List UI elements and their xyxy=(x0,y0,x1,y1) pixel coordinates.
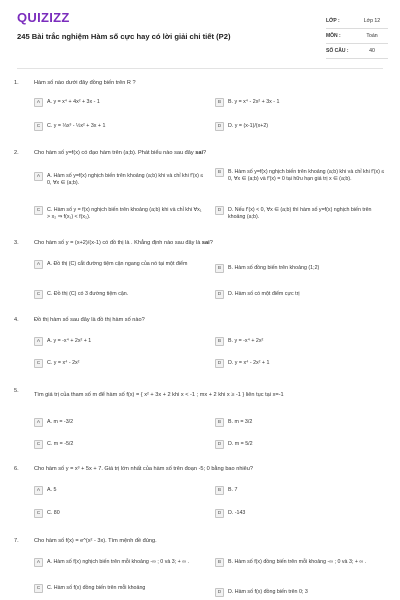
option-letter-box[interactable]: D xyxy=(215,440,224,449)
option-d[interactable] xyxy=(215,206,387,220)
meta-count-row xyxy=(326,44,388,59)
question-number: 5. xyxy=(14,388,19,394)
worksheet-title: 245 Bài trắc nghiệm Hàm số cực hay có lời giải chi tiết (P2) xyxy=(17,32,231,41)
option-a[interactable] xyxy=(34,172,206,186)
meta-subject-row xyxy=(326,29,388,44)
question-text-emphasis: sai xyxy=(201,240,210,246)
option-c[interactable] xyxy=(34,584,206,593)
question-text-emphasis: sai xyxy=(195,150,204,156)
option-d[interactable] xyxy=(215,509,387,518)
option-text: D. Nếu f'(x) < 0, ∀x ∈ (a;b) thì hàm số y=f(x) nghịch biến trên khoảng (a;b). xyxy=(228,207,372,220)
option-d[interactable] xyxy=(215,359,387,368)
option-text: A. y = -x⁴ + 2x² + 1 xyxy=(47,338,92,344)
option-text: D. y = (x-1)/(x+2) xyxy=(228,123,269,129)
option-c[interactable] xyxy=(34,359,206,368)
option-text: B. y = -x⁴ + 2x² xyxy=(228,338,264,344)
option-b[interactable] xyxy=(215,337,387,346)
option-letter-box[interactable]: C xyxy=(34,290,43,299)
option-text: C. y = ⅓x³ - ½x² + 3x + 1 xyxy=(47,123,106,129)
meta-subject-label: MÔN : xyxy=(326,32,341,39)
option-text: B. Hàm số f(x) đồng biến trên mỗi khoảng -∞ ; 0 và 3; + ∞ . xyxy=(228,559,367,565)
option-a[interactable] xyxy=(34,418,206,427)
option-letter-box[interactable]: C xyxy=(34,509,43,518)
option-b[interactable] xyxy=(215,558,387,567)
question-text: Cho hàm số f(x) = e^(x² - 3x). Tìm mệnh đề đúng. xyxy=(34,538,157,544)
quizizz-logo: QUIZIZZ xyxy=(17,10,70,25)
option-c[interactable] xyxy=(34,290,206,299)
option-text: A. 5 xyxy=(47,487,57,493)
option-text: B. y = x⁴ - 2x² + 3x - 1 xyxy=(228,99,280,105)
question-text: Cho hàm số y = x³ + 5x + 7. Giá trị lớn nhất của hàm số trên đoạn -5; 0 bằng bao nhiêu? xyxy=(34,466,254,472)
option-a[interactable] xyxy=(34,260,206,269)
option-text: C. m = -5/2 xyxy=(47,441,74,447)
option-letter-box[interactable]: A xyxy=(34,486,43,495)
option-text: A. Hàm số f(x) nghịch biến trên mỗi khoảng -∞ ; 0 và 3; + ∞ . xyxy=(47,559,189,565)
option-letter-box[interactable]: D xyxy=(215,122,224,131)
option-letter-box[interactable]: B xyxy=(215,418,224,427)
option-text: A. Đồ thị (C) cắt đường tiệm cận ngang của nó tại một điểm xyxy=(47,261,188,267)
option-letter-box[interactable]: A xyxy=(34,98,43,107)
option-b[interactable] xyxy=(215,486,387,495)
option-letter-box[interactable]: C xyxy=(34,206,43,215)
option-letter-box[interactable]: C xyxy=(34,440,43,449)
option-letter-box[interactable]: C xyxy=(34,359,43,368)
option-letter-box[interactable]: B xyxy=(215,168,224,177)
option-b[interactable] xyxy=(215,418,387,427)
option-letter-box[interactable]: D xyxy=(215,206,224,215)
option-text: A. y = x⁴ + 4x² + 3x - 1 xyxy=(47,99,100,105)
option-letter-box[interactable]: D xyxy=(215,359,224,368)
option-letter-box[interactable]: B xyxy=(215,558,224,567)
option-c[interactable] xyxy=(34,440,206,449)
meta-subject-value: Toán xyxy=(366,32,378,39)
option-letter-box[interactable]: A xyxy=(34,337,43,346)
question-text-pre: Cho hàm số y=f(x) có đạo hàm trên (a;b). Phát biểu nào sau đây xyxy=(34,150,196,156)
option-c[interactable] xyxy=(34,206,206,220)
question-number: 7. xyxy=(14,538,19,544)
option-letter-box[interactable]: B xyxy=(215,486,224,495)
option-letter-box[interactable]: A xyxy=(34,172,43,181)
option-text: D. m = 5/2 xyxy=(228,441,253,447)
option-letter-box[interactable]: A xyxy=(34,418,43,427)
option-c[interactable] xyxy=(34,122,206,131)
option-letter-box[interactable]: C xyxy=(34,584,43,593)
option-letter-box[interactable]: D xyxy=(215,588,224,597)
option-b[interactable] xyxy=(215,168,387,182)
question-number: 4. xyxy=(14,317,19,323)
option-a[interactable] xyxy=(34,98,206,107)
option-text: C. y = x⁴ - 2x² xyxy=(47,360,80,366)
question-number: 6. xyxy=(14,466,19,472)
option-d[interactable] xyxy=(215,440,387,449)
question-text xyxy=(34,240,384,247)
worksheet-header xyxy=(0,0,400,66)
option-c[interactable] xyxy=(34,509,206,518)
option-text: B. Hàm số đồng biến trên khoảng (1;2) xyxy=(228,265,320,271)
worksheet-meta xyxy=(326,14,388,59)
option-letter-box[interactable]: B xyxy=(215,264,224,273)
option-a[interactable] xyxy=(34,486,206,495)
option-text: B. 7 xyxy=(228,487,238,493)
option-b[interactable] xyxy=(215,98,387,107)
option-d[interactable] xyxy=(215,290,387,299)
question-text xyxy=(34,150,384,157)
option-letter-box[interactable]: D xyxy=(215,290,224,299)
meta-count-value: 40 xyxy=(369,47,375,54)
option-text: C. Hàm số f(x) đồng biến trên mỗi khoảng xyxy=(47,585,146,591)
header-divider xyxy=(17,68,383,69)
question-number: 2. xyxy=(14,150,19,156)
meta-class-value: Lớp 12 xyxy=(363,17,381,24)
question-number: 1. xyxy=(14,80,19,86)
option-b[interactable] xyxy=(215,264,387,273)
option-text: A. Hàm số y=f(x) nghịch biến trên khoảng (a;b) khi và chỉ khi f'(x) ≤ 0, ∀x ∈ (a;b). xyxy=(47,173,204,186)
option-text: C. 80 xyxy=(47,510,60,516)
option-a[interactable] xyxy=(34,337,206,346)
option-a[interactable] xyxy=(34,558,206,567)
option-letter-box[interactable]: D xyxy=(215,509,224,518)
option-letter-box[interactable]: A xyxy=(34,260,43,269)
question-text-post: ? xyxy=(203,150,207,156)
option-letter-box[interactable]: B xyxy=(215,98,224,107)
option-text: A. m = -3/2 xyxy=(47,419,74,425)
meta-class-row xyxy=(326,14,388,29)
option-text: B. m = 3/2 xyxy=(228,419,253,425)
question-text-post: ? xyxy=(209,240,213,246)
option-text: D. Hàm số f(x) đồng biến trên 0; 3 xyxy=(228,589,308,595)
question-text: Tìm giá trị của tham số m để hàm số f(x) = { x² + 3x + 2 khi x < -1 ; mx + 2 khi x ≥ -1 } liên tục tại x=-1 xyxy=(34,392,284,398)
option-text: D. Hàm số có một điểm cực trị xyxy=(228,291,300,297)
meta-count-label: SỐ CÂU : xyxy=(326,47,349,54)
meta-class-label: LỚP : xyxy=(326,17,340,24)
option-letter-box[interactable]: A xyxy=(34,558,43,567)
question-text-pre: Cho hàm số y = (x+2)/(x-1) có đồ thị là . Khẳng định nào sau đây là xyxy=(34,240,202,246)
question-text: Hàm số nào dưới đây đồng biến trên R ? xyxy=(34,80,136,86)
option-text: B. Hàm số y=f(x) nghịch biến trên khoảng (a;b) khi và chỉ khi f'(x) ≤ 0, ∀x ∈ (a;b) và f'(x) = 0 tại hữu hạn giá trị x ∈ (a;b). xyxy=(228,169,385,182)
option-text: C. Hàm số y = f(x) nghịch biến trên khoảng (a;b) khi và chỉ khi ∀x₁ > x₂ ⇒ f(x₁) < f(x₂). xyxy=(47,207,202,220)
option-d[interactable] xyxy=(215,122,387,131)
option-text: D. y = x⁴ - 2x² + 1 xyxy=(228,360,270,366)
option-d[interactable] xyxy=(215,588,387,597)
option-letter-box[interactable]: C xyxy=(34,122,43,131)
question-number: 3. xyxy=(14,240,19,246)
question-text: Đồ thị hàm số sau đây là đồ thị hàm số nào? xyxy=(34,317,145,323)
option-letter-box[interactable]: B xyxy=(215,337,224,346)
option-text: C. Đồ thị (C) có 3 đường tiệm cận. xyxy=(47,291,129,297)
option-text: D. -143 xyxy=(228,510,246,516)
